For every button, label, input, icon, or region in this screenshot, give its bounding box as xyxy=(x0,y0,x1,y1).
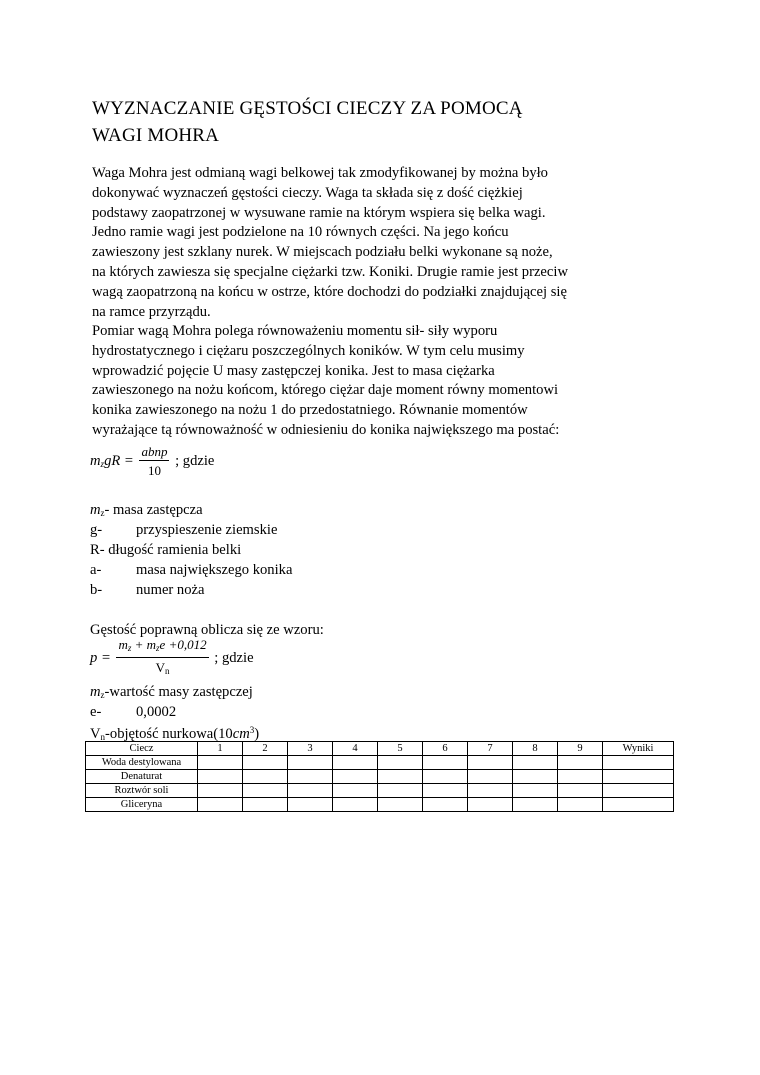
table-cell xyxy=(198,784,243,798)
formula-constant: +0,012 xyxy=(165,637,207,652)
column-header: 1 xyxy=(198,742,243,756)
table-cell xyxy=(198,756,243,770)
density-formula xyxy=(90,636,254,681)
def-unit: cm xyxy=(232,726,250,742)
row-label: Woda destylowana xyxy=(86,756,198,770)
definition-a xyxy=(90,560,292,580)
column-header: 5 xyxy=(378,742,423,756)
table-cell xyxy=(243,784,288,798)
table-cell xyxy=(423,770,468,784)
table-header-row xyxy=(86,742,674,756)
formula-subscript: z xyxy=(127,643,132,653)
table-cell xyxy=(558,770,603,784)
def-subscript: n xyxy=(100,732,106,742)
title-line: WAGI MOHRA xyxy=(92,125,220,146)
results-table xyxy=(85,741,674,812)
table-cell xyxy=(378,756,423,770)
text-line: wprowadzić pojęcie U masy zastępczej konika. Jest to masa ciężarka xyxy=(92,362,495,379)
table-cell xyxy=(558,756,603,770)
table-cell xyxy=(243,770,288,784)
formula-numerator xyxy=(116,636,208,658)
row-label: Denaturat xyxy=(86,770,198,784)
def-key: g- xyxy=(90,522,103,538)
formula-denominator xyxy=(116,658,208,681)
definition-b xyxy=(90,580,204,600)
table-cell xyxy=(558,798,603,812)
table-cell xyxy=(333,784,378,798)
measurement-paragraph xyxy=(92,322,692,441)
column-header: 6 xyxy=(423,742,468,756)
table-cell xyxy=(243,756,288,770)
text-line: wagą zaopatrzoną na końcu w ostrze, które dochodzi do podziałki znajdującej się xyxy=(92,283,567,300)
def-text: ) xyxy=(254,726,260,742)
formula-suffix: ; gdzie xyxy=(175,453,215,469)
table-cell xyxy=(603,784,674,798)
title-line: WYZNACZANIE GĘSTOŚCI CIECZY ZA POMOCĄ xyxy=(92,98,523,119)
definition-e xyxy=(90,702,176,722)
column-header: 3 xyxy=(288,742,333,756)
formula-fraction xyxy=(139,443,169,480)
formula-fraction xyxy=(116,636,208,681)
row-label: Gliceryna xyxy=(86,798,198,812)
table-cell xyxy=(288,770,333,784)
row-label: Roztwór soli xyxy=(86,784,198,798)
text-line: Pomiar wagą Mohra polega równoważeniu momentu sił- siły wyporu xyxy=(92,323,498,339)
table-cell xyxy=(288,756,333,770)
def-text: przyspieszenie ziemskie xyxy=(136,522,278,538)
def-text: - masa zastępcza xyxy=(104,502,203,518)
table-cell xyxy=(423,798,468,812)
table-cell xyxy=(333,770,378,784)
def-text: 0,0002 xyxy=(136,704,177,720)
formula-suffix: ; gdzie xyxy=(214,650,254,666)
table-row xyxy=(86,756,674,770)
text-line: Waga Mohra jest odmianą wagi belkowej tak zmodyfikowanej by można było xyxy=(92,165,548,181)
table-cell xyxy=(243,798,288,812)
text-line: dokonywać wyznaczeń gęstości cieczy. Waga ta składa się z dość ciężkiej xyxy=(92,184,523,201)
column-header: Ciecz xyxy=(86,742,198,756)
formula-denominator: 10 xyxy=(147,463,161,478)
column-header: 2 xyxy=(243,742,288,756)
formula-operator: + xyxy=(131,637,147,652)
def-symbol: m xyxy=(90,684,101,700)
column-header: 4 xyxy=(333,742,378,756)
formula-lhs: gR = xyxy=(104,452,134,469)
def-text: -wartość masy zastępczej xyxy=(104,684,253,700)
column-header: Wyniki xyxy=(603,742,674,756)
page-title xyxy=(92,95,692,149)
table-row xyxy=(86,770,674,784)
table-cell xyxy=(378,798,423,812)
intro-paragraph xyxy=(92,164,692,322)
definition-g xyxy=(90,520,277,540)
table-cell xyxy=(378,770,423,784)
table-cell xyxy=(513,798,558,812)
table-cell xyxy=(468,798,513,812)
table-cell xyxy=(468,756,513,770)
def-text: -objętość nurkowa(10 xyxy=(105,726,233,742)
table-cell xyxy=(423,756,468,770)
text-line: Jedno ramie wagi jest podzielone na 10 równych części. Na jego końcu xyxy=(92,224,509,241)
table-cell xyxy=(288,784,333,798)
column-header: 8 xyxy=(513,742,558,756)
table-cell xyxy=(423,784,468,798)
table-cell xyxy=(333,756,378,770)
table-cell xyxy=(603,756,674,770)
text-line: wyrażające tą równoważność w odniesieniu do konika największego ma postać: xyxy=(92,421,560,438)
table-cell xyxy=(333,798,378,812)
formula-symbol: e xyxy=(159,637,166,652)
table-cell xyxy=(288,798,333,812)
formula-symbol: m xyxy=(118,637,128,652)
def-text: masa największego konika xyxy=(136,562,293,578)
table-cell xyxy=(603,798,674,812)
formula-lhs: p = xyxy=(90,649,111,666)
formula-symbol: m xyxy=(90,452,101,469)
table-cell xyxy=(198,798,243,812)
table-cell xyxy=(198,770,243,784)
formula-symbol: m xyxy=(146,637,157,652)
def-text: numer noża xyxy=(136,582,205,598)
formula-numerator: abnp xyxy=(141,444,168,459)
table-cell xyxy=(468,770,513,784)
table-cell xyxy=(378,784,423,798)
column-header: 9 xyxy=(558,742,603,756)
formula-subscript: z xyxy=(100,458,105,469)
def-subscript: z xyxy=(100,508,105,518)
table-cell xyxy=(468,784,513,798)
moment-formula xyxy=(90,443,214,480)
def-key: a- xyxy=(90,562,102,578)
table-row xyxy=(86,784,674,798)
text-line: na ramce przyrządu. xyxy=(92,303,211,320)
def-text: R- długość ramienia belki xyxy=(90,542,242,558)
formula-subscript: z xyxy=(156,643,160,653)
formula-symbol: V xyxy=(155,660,165,675)
formula-subscript: n xyxy=(164,666,170,676)
table-cell xyxy=(603,770,674,784)
def-key: e- xyxy=(90,704,102,720)
def-symbol: V xyxy=(90,726,101,742)
def-subscript: z xyxy=(100,690,105,700)
text-line: konika zawieszonego na nożu 1 do przedostatniego. Równanie momentów xyxy=(92,402,528,419)
text-line: zawieszony jest szklany nurek. W miejscach podziału belki wykonane są noże, xyxy=(92,244,553,261)
def-superscript: 3 xyxy=(249,725,255,735)
text-line: na których zawiesza się specjalne ciężarki tzw. Koniki. Drugie ramie jest przeciw xyxy=(92,263,568,280)
definition-r xyxy=(90,540,241,560)
table-cell xyxy=(513,784,558,798)
table-row xyxy=(86,798,674,812)
column-header: 7 xyxy=(468,742,513,756)
text-line: hydrostatycznego i ciężaru poszczególnych koników. W tym celu musimy xyxy=(92,342,525,359)
def-key: b- xyxy=(90,582,103,598)
table-cell xyxy=(558,784,603,798)
table-cell xyxy=(513,756,558,770)
text-line: zawieszonego na nożu końcom, którego ciężar daje moment równy momentowi xyxy=(92,382,559,399)
def-symbol: m xyxy=(90,502,101,518)
density-intro: Gęstość poprawną oblicza się ze wzoru: xyxy=(90,622,324,638)
text-line: podstawy zaopatrzonej w wysuwane ramie na którym wspiera się belka wagi. xyxy=(92,204,546,221)
table-cell xyxy=(513,770,558,784)
